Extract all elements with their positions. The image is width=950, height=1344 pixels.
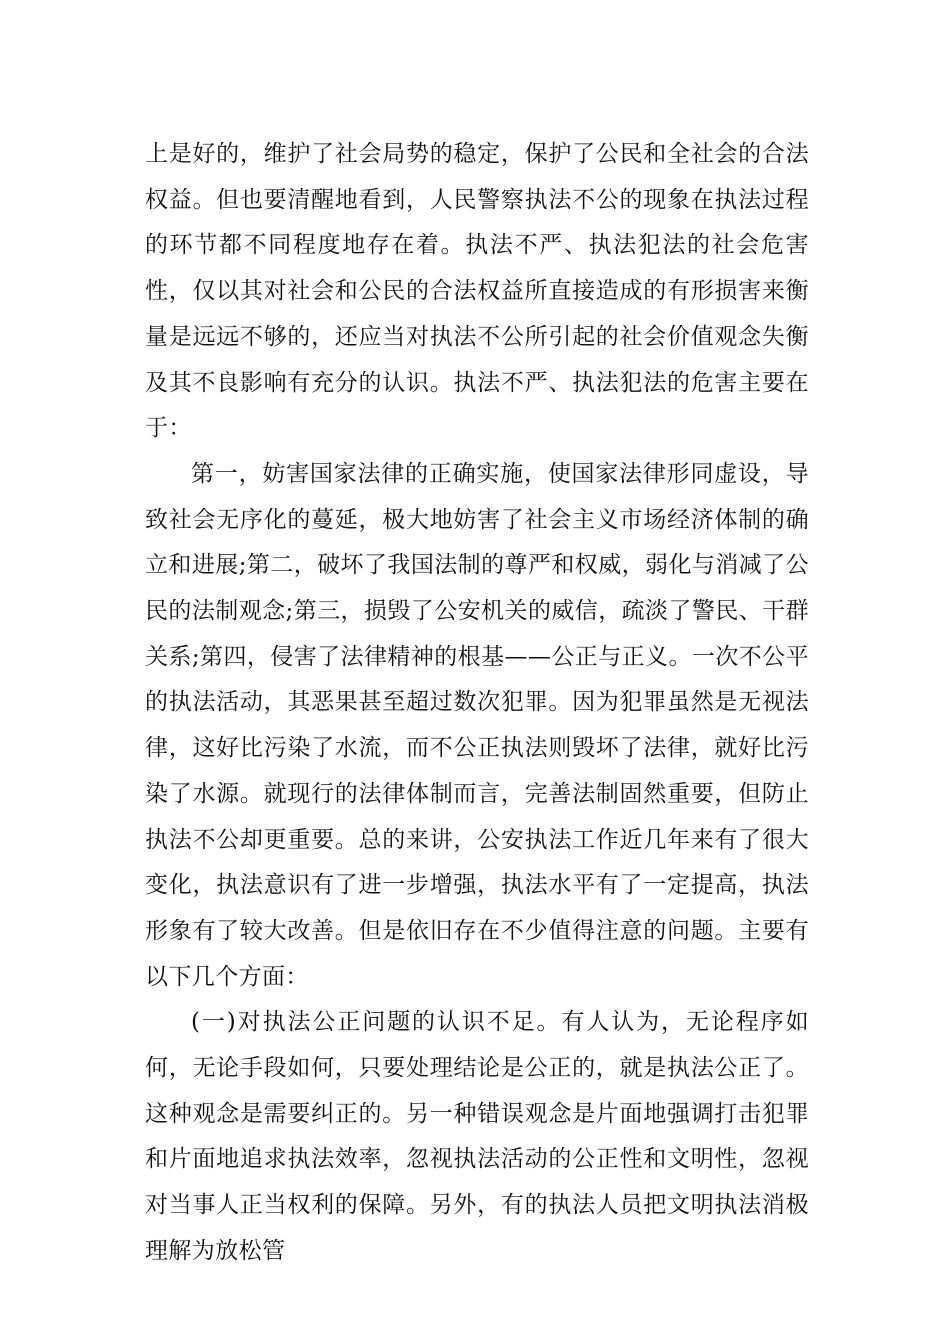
paragraph-harms-list: 第一，妨害国家法律的正确实施，使国家法律形同虚设，导致社会无序化的蔓延，极大地妨害了社会主义市场经济体制的确立和进展;第二，破坏了我国法制的尊严和权威，弱化与消减了公民的法制观念;第三，损毁了公安机关的威信，疏淡了警民、干群关系;第四，侵害了法律精神的根基——公正与正义。一次不公平的执法活动，其恶果甚至超过数次犯罪。因为犯罪虽然是无视法律，这好比污染了水流，而不公正执法则毁坏了法律，就好比污染了水源。就现行的法律体制而言，完善法制固然重要，但防止执法不公却更重要。总的来讲，公安执法工作近几年来有了很大变化，执法意识有了进一步增强，执法水平有了一定提高，执法形象有了较大改善。但是依旧存在不少值得注意的问题。主要有以下几个方面： [145, 460, 809, 990]
paragraph-continuation: 上是好的，维护了社会局势的稳定，保护了公民和全社会的合法权益。但也要清醒地看到，人民警察执法不公的现象在执法过程的环节都不同程度地存在着。执法不严、执法犯法的社会危害性，仅以其对社会和公民的合法权益所直接造成的有形损害来衡量是远远不够的，还应当对执法不公所引起的社会价值观念失衡及其不良影响有充分的认识。执法不严、执法犯法的危害主要在于： [145, 141, 809, 442]
document-body [145, 132, 809, 1275]
paragraph-issue-one: (一)对执法公正问题的认识不足。有人认为，无论程序如何，无论手段如何，只要处理结论是公正的，就是执法公正了。这种观念是需要纠正的。另一种错误观念是片面地强调打击犯罪和片面地追求执法效率，忽视执法活动的公正性和文明性，忽视对当事人正当权利的保障。另外，有的执法人员把文明执法消极理解为放松管 [145, 1009, 809, 1264]
